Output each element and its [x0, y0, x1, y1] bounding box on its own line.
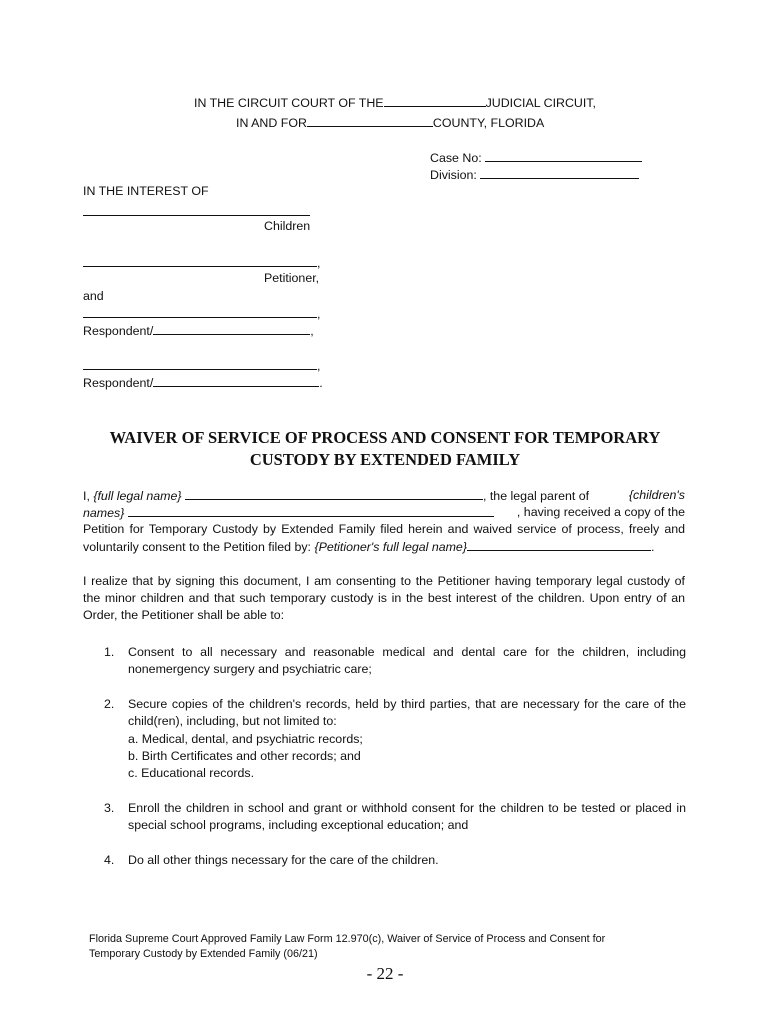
comma: , [317, 359, 321, 373]
childrens-names-field[interactable] [128, 505, 494, 517]
list-body [128, 852, 686, 869]
para2-line3: Order, the Petitioner shall be able to: [83, 608, 285, 622]
respondent-2-name-row [83, 358, 320, 373]
respondent-2-name-field[interactable] [83, 358, 317, 370]
list-line: Secure copies of the children's records, held by third parties, that are necessary for the care of the [128, 697, 686, 711]
line4-suffix: . [650, 540, 655, 554]
footer-line-1: Florida Supreme Court Approved Family Law Form 12.970(c), Waiver of Service of Process and Consent for [89, 933, 606, 945]
list-line: child(ren), including, but not limited to: [128, 714, 337, 729]
list-number: 2. [104, 697, 115, 711]
county-field[interactable] [307, 115, 433, 127]
para1-line2 [83, 505, 685, 520]
respondent-1-role-field[interactable] [153, 323, 310, 335]
list-line: nonemergency surgery and psychiatric care; [128, 662, 372, 677]
case-no-label: Case No: [430, 151, 482, 165]
respondent-2-row [83, 375, 323, 390]
respondent-1-label: Respondent/ [83, 324, 154, 338]
form-title-line-2: CUSTODY BY EXTENDED FAMILY [249, 450, 521, 469]
comma: , [310, 324, 314, 338]
para1-line4 [83, 539, 654, 554]
case-no-field[interactable] [485, 150, 642, 162]
list-number: 1. [104, 645, 115, 659]
interest-of-label: IN THE INTEREST OF [83, 184, 209, 198]
list-line: special school programs, including exceptional education; and [128, 818, 469, 833]
full-legal-name-hint: {full legal name} [93, 489, 182, 503]
court-circuit-prefix: IN THE CIRCUIT COURT OF THE [194, 96, 384, 110]
legal-parent-of-text: , the legal parent of [482, 489, 590, 503]
para1-line2-left [83, 505, 494, 520]
list-line: Enroll the children in school and grant or withhold consent for the children to be tested or placed in [128, 801, 686, 815]
judicial-circuit-field[interactable] [384, 95, 486, 107]
para2-line1: I realize that by signing this document, I am consenting to the Petitioner having temporary legal custody of [83, 574, 685, 588]
division-label: Division: [430, 168, 477, 182]
case-no-row [430, 150, 642, 165]
children-label: Children [264, 219, 311, 233]
list-item-2 [104, 696, 684, 786]
respondent-2-label: Respondent/ [83, 376, 154, 390]
form-title-line-1: WAIVER OF SERVICE OF PROCESS AND CONSENT FOR TEMPORARY [109, 428, 661, 447]
court-circuit-line [194, 95, 596, 110]
list-body [128, 644, 686, 679]
petitioner-name-row [83, 255, 320, 270]
para1-line1 [83, 488, 685, 503]
list-subitem-c: c. Educational records. [128, 766, 255, 781]
petitioner-name-field[interactable] [83, 255, 317, 267]
comma: , [317, 307, 321, 321]
full-legal-name-field[interactable] [185, 488, 483, 500]
footer-line-2: Temporary Custody by Extended Family (06/21) [89, 948, 318, 960]
list-line: Do all other things necessary for the care of the children. [128, 853, 439, 867]
list-line: Consent to all necessary and reasonable medical and dental care for the children, including [128, 645, 686, 659]
comma: , [317, 256, 321, 270]
i-prefix: I, [83, 489, 90, 503]
division-field[interactable] [480, 167, 639, 179]
page-number: - 22 - [366, 964, 404, 983]
petitioner-full-name-field[interactable] [467, 539, 651, 551]
respondent-1-row [83, 323, 314, 338]
childrens-hint: {children's [628, 488, 685, 502]
county-suffix: COUNTY, FLORIDA [432, 116, 545, 130]
list-body [128, 696, 686, 782]
list-item-1 [104, 644, 684, 680]
period: . [319, 376, 323, 390]
petitioner-name-hint: {Petitioner's full legal name} [314, 540, 467, 554]
list-body [128, 800, 686, 835]
and-label: and [83, 289, 104, 303]
children-name-field[interactable] [83, 204, 310, 216]
petitioner-label: Petitioner, [264, 271, 320, 285]
list-number: 3. [104, 801, 115, 815]
having-received-text: , having received a copy of the [516, 505, 685, 519]
court-circuit-suffix: JUDICIAL CIRCUIT, [485, 96, 596, 110]
list-subitem-b: b. Birth Certificates and other records; and [128, 748, 361, 763]
list-item-4 [104, 852, 684, 870]
county-line [236, 115, 544, 130]
county-prefix: IN AND FOR [236, 116, 307, 130]
respondent-2-role-field[interactable] [153, 375, 319, 387]
para1-line3: Petition for Temporary Custody by Extended Family filed herein and waived service of process, freely and [83, 522, 685, 536]
respondent-1-name-row [83, 306, 320, 321]
para2-line2: the minor children and that such temporary custody is in the best interest of the children. Upon entry of an [83, 591, 685, 605]
names-hint: names} [83, 506, 125, 520]
list-item-3 [104, 800, 684, 836]
respondent-1-name-field[interactable] [83, 306, 317, 318]
list-subitem-a: a. Medical, dental, and psychiatric records; [128, 731, 363, 746]
division-row [430, 167, 639, 182]
list-number: 4. [104, 853, 115, 867]
para1-line1-left [83, 488, 589, 503]
line4-prefix: voluntarily consent to the Petition filed by: [83, 540, 311, 554]
